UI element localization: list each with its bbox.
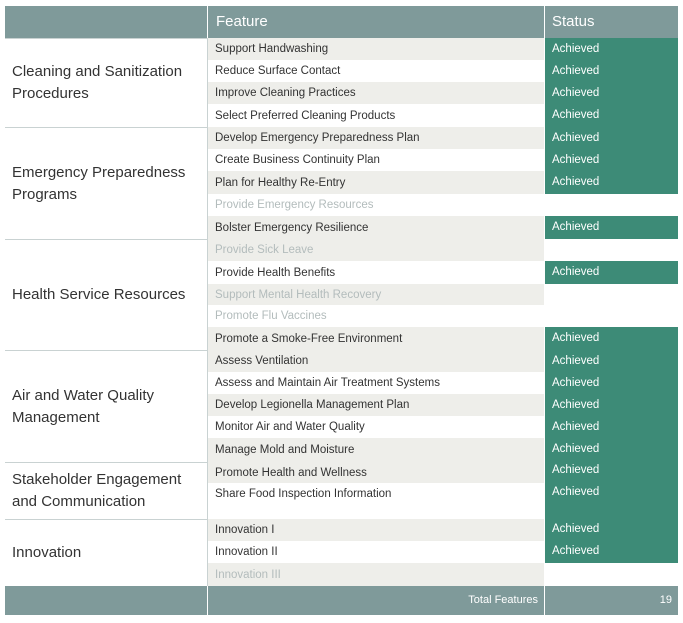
total-features-label: Total Features (208, 586, 544, 615)
feature-row (208, 563, 544, 586)
feature-row (208, 38, 544, 60)
feature-row (208, 216, 544, 239)
status-achieved-label: Achieved (552, 399, 600, 411)
feature-row (208, 462, 544, 483)
status-achieved-label: Achieved (552, 464, 600, 476)
feature-label: Promote Health and Wellness (215, 466, 367, 479)
status-achieved-label: Achieved (552, 332, 600, 344)
status-achieved-label: Achieved (552, 486, 600, 498)
feature-row (208, 149, 544, 171)
status-achieved-label: Achieved (552, 154, 600, 166)
feature-label: Develop Emergency Preparedness Plan (215, 132, 420, 144)
feature-label: Support Handwashing (215, 43, 329, 55)
status-achieved-label: Achieved (552, 377, 600, 389)
category-cell (5, 519, 207, 586)
feature-row (208, 519, 544, 541)
feature-row (208, 483, 544, 519)
feature-label: Develop Legionella Management Plan (215, 399, 410, 411)
status-achieved-label: Achieved (552, 87, 600, 99)
feature-row (208, 438, 544, 462)
feature-label: Assess Ventilation (215, 355, 309, 367)
status-achieved-label: Achieved (552, 43, 600, 55)
feature-label: Improve Cleaning Practices (215, 87, 356, 99)
category-cell (5, 239, 207, 350)
feature-row (208, 261, 544, 284)
feature-label: Support Mental Health Recovery (215, 288, 382, 301)
feature-label: Bolster Emergency Resilience (215, 221, 369, 234)
feature-label: Share Food Inspection Information (215, 488, 392, 500)
status-achieved-label: Achieved (552, 545, 600, 557)
category-label: Emergency Preparedness Programs (12, 163, 186, 203)
feature-row (208, 127, 544, 149)
feature-row (208, 416, 544, 438)
feature-row (208, 327, 544, 350)
status-achieved-label: Achieved (552, 355, 600, 367)
feature-label: Provide Health Benefits (215, 266, 336, 279)
feature-label: Provide Emergency Resources (215, 199, 374, 211)
feature-row (208, 82, 544, 104)
header-feature: Feature (208, 6, 544, 38)
feature-row (208, 104, 544, 127)
category-cell (5, 462, 207, 519)
category-label: Cleaning and Sanitization Procedures (12, 63, 183, 102)
feature-row (208, 350, 544, 372)
feature-label: Plan for Healthy Re-Entry (215, 176, 346, 189)
feature-row (208, 284, 544, 305)
feature-label: Promote Flu Vaccines (215, 310, 327, 322)
feature-label: Monitor Air and Water Quality (215, 421, 365, 433)
category-cell (5, 127, 207, 239)
category-label: Stakeholder Engagement and Communication (12, 471, 182, 510)
category-cell (5, 350, 207, 462)
feature-label: Provide Sick Leave (215, 244, 314, 256)
feature-label: Innovation I (215, 524, 275, 536)
status-achieved-label: Achieved (552, 132, 600, 144)
feature-label: Select Preferred Cleaning Products (215, 109, 396, 122)
column-divider (207, 38, 208, 586)
feature-label: Innovation II (215, 546, 278, 558)
feature-row (208, 372, 544, 394)
header-category-cell (5, 6, 207, 38)
feature-row (208, 171, 544, 194)
status-achieved-label: Achieved (552, 109, 600, 121)
status-achieved-label: Achieved (552, 65, 600, 77)
category-cell (5, 38, 207, 127)
category-label: Health Service Resources (12, 286, 186, 303)
feature-row (208, 541, 544, 563)
category-label: Innovation (12, 544, 82, 561)
total-features-value: 19 (545, 586, 678, 615)
status-achieved-label: Achieved (552, 443, 600, 455)
status-achieved-label: Achieved (552, 176, 600, 188)
status-achieved-label: Achieved (552, 221, 600, 233)
feature-row (208, 394, 544, 416)
feature-row (208, 305, 544, 327)
feature-label: Promote a Smoke-Free Environment (215, 332, 403, 345)
feature-label: Create Business Continuity Plan (215, 154, 380, 166)
category-label: Air and Water Quality Management (12, 386, 154, 426)
feature-label: Assess and Maintain Air Treatment Systems (215, 377, 440, 389)
feature-row (208, 60, 544, 82)
feature-row (208, 194, 544, 216)
feature-label: Reduce Surface Contact (215, 65, 341, 77)
status-achieved-label: Achieved (552, 523, 600, 535)
feature-label: Manage Mold and Moisture (215, 444, 355, 456)
footer-category-cell (5, 586, 207, 615)
status-achieved-label: Achieved (552, 421, 600, 433)
feature-row (208, 239, 544, 261)
header-status: Status (545, 6, 678, 38)
status-achieved-label: Achieved (552, 266, 600, 278)
feature-label: Innovation III (215, 568, 281, 581)
